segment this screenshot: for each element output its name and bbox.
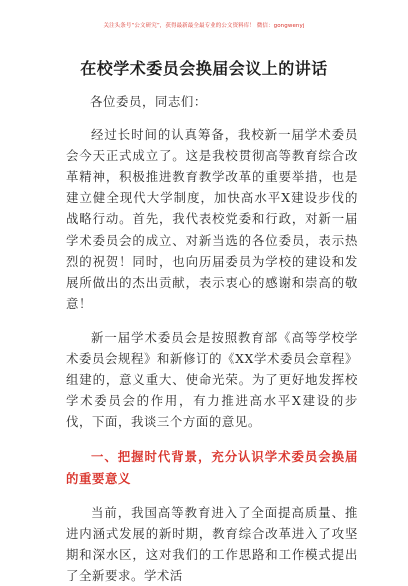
document-body [66,84,358,586]
body-paragraph: 新一届学术委员会是按照教育部《高等学校学术委员会规程》和新修订的《XX学术委员会章程》组建的，意义重大、使命光荣。为了更好地发挥校学术委员会的作用，有力推进高水平X建设的步伐，下面，我谈三个方面的意见。 [66,329,358,430]
document-title: 在校学术委员会换届会议上的讲话 [80,59,328,78]
salutation: 各位委员，同志们： [90,94,207,109]
section-heading: 一、把握时代背景，充分认识学术委员会换届的重要意义 [66,449,358,486]
body-paragraph: 经过长时间的认真筹备，我校新一届学术委员会今天正式成立了。这是我校贯彻高等教育综合改革精神，积极推进教育教学改革的重要举措，也是建立健全现代大学制度，加快高水平X建设步伐的战略行动。首先，我代表校党委和行政，对新一届学术委员会的成立、对新当选的各位委员，表示热烈的祝贺！同时，也向历届委员为学校的建设和发展所做出的杰出贡献，表示衷心的感谢和崇高的敬意！ [66,127,358,311]
header-banner: 关注头条号“公文研究”，获得最新最全最专业的公文资料库！ 微信：gongwenyj [103,23,305,29]
body-paragraph: 当前，我国高等教育进入了全面提高质量、推进内涵式发展的新时期，教育综合改革进入了攻坚期和深水区，这对我们的工作思路和工作模式提出了全新要求。学术活 [66,504,358,583]
